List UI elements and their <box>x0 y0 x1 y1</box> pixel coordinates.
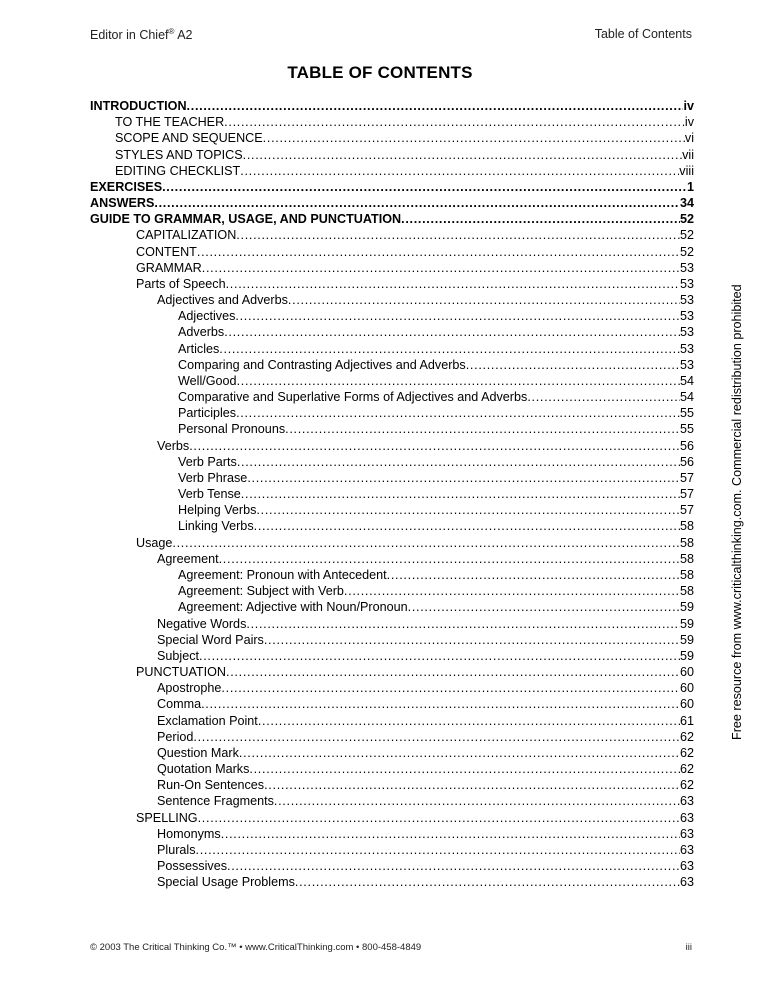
toc-entry-page: 1 <box>686 179 694 194</box>
page-title: TABLE OF CONTENTS <box>287 63 473 82</box>
dot-leader <box>187 98 684 114</box>
toc-entry-page: 63 <box>679 810 694 825</box>
dot-leader <box>243 147 682 163</box>
toc-entry <box>90 567 694 583</box>
toc-entry <box>90 324 694 340</box>
dot-leader <box>288 292 680 308</box>
toc-entry-title: Agreement: Subject with Verb <box>178 584 344 599</box>
toc-entry <box>90 405 694 421</box>
toc-entry-page: 62 <box>679 778 694 793</box>
dot-leader <box>263 130 685 146</box>
toc-entry-title: INTRODUCTION <box>90 99 187 113</box>
dot-leader <box>154 195 680 211</box>
toc-entry <box>90 244 694 260</box>
toc-entry <box>90 276 694 292</box>
toc-entry-page: 63 <box>679 842 694 857</box>
toc-entry-title: Exclamation Point <box>157 713 258 728</box>
toc-entry <box>90 535 694 551</box>
toc-entry-title: EDITING CHECKLIST <box>115 163 241 178</box>
dot-leader <box>240 163 679 179</box>
toc-entry-title: Verb Parts <box>178 454 237 469</box>
toc-entry-page: 62 <box>679 762 694 777</box>
book-level: A2 <box>174 28 193 43</box>
toc-entry-page: 58 <box>679 584 694 599</box>
dot-leader <box>285 421 680 437</box>
toc-entry-title: Plurals <box>157 842 196 857</box>
toc-entry-title: SCOPE AND SEQUENCE <box>115 131 263 146</box>
toc-entry <box>90 308 694 324</box>
toc-entry-page: 62 <box>679 745 694 760</box>
toc-entry-page: 59 <box>679 648 694 663</box>
toc-entry-title: ANSWERS <box>90 196 155 211</box>
toc-entry-page: 55 <box>679 422 694 437</box>
dot-leader <box>226 664 680 680</box>
toc-entry-page: 60 <box>679 681 694 696</box>
dot-leader <box>344 583 680 599</box>
dot-leader <box>295 874 680 890</box>
toc-entry-title: EXERCISES <box>90 179 163 194</box>
toc-entry-page: 53 <box>679 309 694 324</box>
toc-entry-title: SPELLING <box>136 810 198 825</box>
table-of-contents <box>90 98 694 890</box>
footer-copyright: © 2003 The Critical Thinking Co.™ • www.CriticalThinking.com • 800-458-4849 <box>90 942 422 953</box>
toc-entry-page: 56 <box>679 454 694 469</box>
toc-entry-page: 58 <box>679 567 694 582</box>
book-title: Editor in Chief <box>90 28 169 43</box>
toc-entry-page: 58 <box>679 535 694 550</box>
toc-entry-title: CAPITALIZATION <box>136 228 237 243</box>
toc-entry <box>90 147 694 163</box>
toc-entry <box>90 421 694 437</box>
toc-entry-page: 56 <box>679 438 694 453</box>
toc-entry <box>90 438 694 454</box>
dot-leader <box>202 260 680 276</box>
dot-leader <box>387 567 680 583</box>
toc-entry-title: PUNCTUATION <box>136 665 227 680</box>
dot-leader <box>227 858 680 874</box>
dot-leader <box>249 761 680 777</box>
toc-entry <box>90 777 694 793</box>
toc-entry <box>90 729 694 745</box>
toc-entry-page: 60 <box>679 665 694 680</box>
toc-entry-page: 63 <box>679 794 694 809</box>
toc-entry <box>90 745 694 761</box>
dot-leader <box>199 648 680 664</box>
toc-entry-title: Personal Pronouns <box>178 422 286 437</box>
toc-entry-title: Agreement <box>157 551 219 566</box>
dot-leader <box>401 211 680 227</box>
toc-entry <box>90 470 694 486</box>
dot-leader <box>224 114 685 130</box>
toc-entry-title: Adjectives and Adverbs <box>157 293 288 308</box>
dot-leader <box>408 599 680 615</box>
toc-entry-page: 58 <box>679 519 694 534</box>
toc-entry <box>90 648 694 664</box>
toc-entry-title: Comparative and Superlative Forms of Adjectives and Adverbs <box>178 390 528 405</box>
toc-entry <box>90 502 694 518</box>
toc-entry <box>90 341 694 357</box>
toc-entry-page: 52 <box>679 212 694 227</box>
dot-leader <box>219 551 680 567</box>
dot-leader <box>224 324 680 340</box>
toc-entry-page: 63 <box>679 826 694 841</box>
toc-entry-title: Special Usage Problems <box>157 875 295 890</box>
toc-entry <box>90 373 694 389</box>
toc-entry <box>90 292 694 308</box>
toc-entry-title: Verbs <box>157 438 190 453</box>
toc-entry-page: 59 <box>679 600 694 615</box>
dot-leader <box>197 244 680 260</box>
toc-entry <box>90 858 694 874</box>
dot-leader <box>527 389 680 405</box>
toc-entry <box>90 680 694 696</box>
dot-leader <box>237 373 680 389</box>
toc-entry-title: Homonyms <box>157 826 221 841</box>
dot-leader <box>226 276 680 292</box>
dot-leader <box>219 341 680 357</box>
dot-leader <box>235 308 680 324</box>
dot-leader <box>241 486 680 502</box>
dot-leader <box>264 632 680 648</box>
toc-entry-page: 34 <box>679 196 694 211</box>
toc-entry-page: 59 <box>679 616 694 631</box>
toc-entry-title: Parts of Speech <box>136 276 226 291</box>
toc-entry <box>90 616 694 632</box>
toc-entry <box>90 486 694 502</box>
toc-entry <box>90 260 694 276</box>
toc-entry-page: 62 <box>679 729 694 744</box>
dot-leader <box>254 518 680 534</box>
toc-entry <box>90 874 694 890</box>
toc-entry-page: 58 <box>679 551 694 566</box>
toc-entry-title: CONTENT <box>136 244 197 259</box>
toc-entry <box>90 842 694 858</box>
toc-entry-title: GRAMMAR <box>136 260 202 275</box>
toc-entry-title: Participles <box>178 406 237 421</box>
toc-entry-title: Comma <box>157 697 202 712</box>
toc-entry-title: TO THE TEACHER <box>115 115 225 130</box>
toc-entry-title: Quotation Marks <box>157 762 250 777</box>
toc-entry-title: Usage <box>136 535 173 550</box>
dot-leader <box>258 713 680 729</box>
toc-entry-page: 63 <box>679 875 694 890</box>
dot-leader <box>236 227 680 243</box>
toc-entry-page: 54 <box>679 390 694 405</box>
dot-leader <box>193 729 680 745</box>
dot-leader <box>239 745 680 761</box>
dot-leader <box>274 793 680 809</box>
footer-page-number: iii <box>685 942 692 953</box>
toc-entry-title: STYLES AND TOPICS <box>115 147 243 162</box>
toc-entry-title: Period <box>157 729 194 744</box>
toc-entry-page: 53 <box>679 357 694 372</box>
toc-entry <box>90 793 694 809</box>
toc-entry-page: 53 <box>679 293 694 308</box>
toc-entry-title: Possessives <box>157 859 227 874</box>
dot-leader <box>172 535 680 551</box>
toc-entry-page: vii <box>682 147 694 162</box>
toc-entry-page: 53 <box>679 341 694 356</box>
toc-entry-page: 63 <box>679 859 694 874</box>
toc-entry-page: iv <box>684 115 694 130</box>
dot-leader <box>198 810 680 826</box>
dot-leader <box>246 616 680 632</box>
dot-leader <box>162 179 687 195</box>
toc-entry-page: 59 <box>679 632 694 647</box>
toc-entry-page: 55 <box>679 406 694 421</box>
dot-leader <box>189 438 680 454</box>
running-header-left <box>90 27 193 42</box>
toc-entry <box>90 227 694 243</box>
toc-entry <box>90 599 694 615</box>
toc-entry-page: 53 <box>679 276 694 291</box>
dot-leader <box>221 680 680 696</box>
dot-leader <box>466 357 680 373</box>
toc-entry-title: Adjectives <box>178 309 236 324</box>
toc-entry-title: Agreement: Adjective with Noun/Pronoun <box>178 600 408 615</box>
dot-leader <box>201 696 680 712</box>
toc-entry-title: Well/Good <box>178 373 237 388</box>
running-header-right: Table of Contents <box>594 27 692 41</box>
toc-entry <box>90 98 694 114</box>
toc-entry <box>90 551 694 567</box>
toc-entry-page: vi <box>684 131 694 146</box>
toc-entry-page: 53 <box>679 260 694 275</box>
toc-entry <box>90 389 694 405</box>
toc-entry-title: Adverbs <box>178 325 225 340</box>
toc-entry-title: Verb Phrase <box>178 470 248 485</box>
toc-entry-title: GUIDE TO GRAMMAR, USAGE, AND PUNCTUATION <box>90 212 402 227</box>
toc-entry <box>90 664 694 680</box>
toc-entry <box>90 826 694 842</box>
toc-entry-title: Special Word Pairs <box>157 632 264 647</box>
toc-entry <box>90 713 694 729</box>
toc-entry-title: Question Mark <box>157 745 239 760</box>
toc-entry-page: 60 <box>679 697 694 712</box>
toc-entry <box>90 357 694 373</box>
toc-entry-title: Verb Tense <box>178 487 241 502</box>
toc-entry <box>90 163 694 179</box>
toc-entry-page: 52 <box>679 244 694 259</box>
toc-entry-page: viii <box>679 163 694 178</box>
toc-entry-title: Helping Verbs <box>178 503 257 518</box>
sidebar-notice: Free resource from www.criticalthinking.com. Commercial redistribution prohibited <box>730 284 744 740</box>
dot-leader <box>221 826 680 842</box>
toc-entry-title: Subject <box>157 648 200 663</box>
toc-entry-title: Comparing and Contrasting Adjectives and Adverbs <box>178 357 466 372</box>
toc-entry-title: Apostrophe <box>157 681 222 696</box>
toc-entry <box>90 761 694 777</box>
toc-entry <box>90 179 694 195</box>
toc-entry <box>90 696 694 712</box>
dot-leader <box>256 502 680 518</box>
registered-mark: ® <box>168 27 175 36</box>
toc-entry-title: Agreement: Pronoun with Antecedent <box>178 567 387 582</box>
toc-entry-title: Run-On Sentences <box>157 778 265 793</box>
toc-entry <box>90 810 694 826</box>
toc-entry <box>90 583 694 599</box>
toc-entry <box>90 114 694 130</box>
toc-entry-page: iv <box>683 99 694 113</box>
toc-entry-title: Sentence Fragments <box>157 794 274 809</box>
dot-leader <box>237 454 680 470</box>
dot-leader <box>196 842 680 858</box>
toc-entry-page: 54 <box>679 373 694 388</box>
toc-entry-page: 61 <box>679 713 694 728</box>
toc-entry-page: 57 <box>679 487 694 502</box>
dot-leader <box>247 470 680 486</box>
toc-entry-page: 52 <box>679 228 694 243</box>
dot-leader <box>264 777 680 793</box>
toc-entry <box>90 195 694 211</box>
toc-entry <box>90 454 694 470</box>
toc-entry <box>90 632 694 648</box>
toc-entry-page: 57 <box>679 470 694 485</box>
dot-leader <box>236 405 680 421</box>
toc-entry-title: Negative Words <box>157 616 247 631</box>
toc-entry <box>90 211 694 227</box>
toc-entry <box>90 130 694 146</box>
toc-entry <box>90 518 694 534</box>
toc-entry-title: Linking Verbs <box>178 519 254 534</box>
toc-entry-page: 57 <box>679 503 694 518</box>
toc-entry-title: Articles <box>178 341 220 356</box>
toc-entry-page: 53 <box>679 325 694 340</box>
